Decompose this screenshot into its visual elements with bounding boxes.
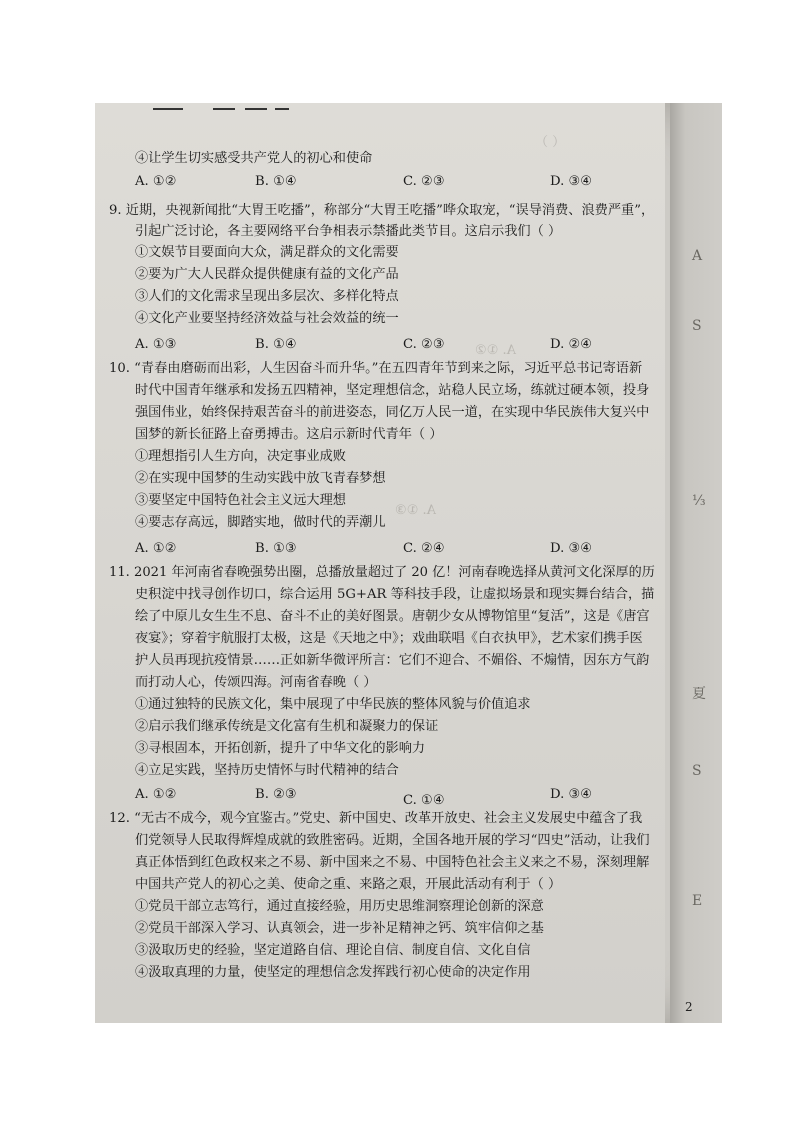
exam-line-q11-s3: ③寻根固本，开拓创新，提升了中华文化的影响力 (135, 741, 426, 756)
edge-glyph: E (692, 893, 703, 909)
exam-line-q12-2: 们党领导人民取得辉煌成就的致胜密码。近期，全国各地开展的学习“四史”活动，让我们 (135, 833, 650, 848)
edge-glyph: A (692, 248, 703, 264)
edge-glyph: S (692, 318, 702, 334)
exam-line-q11-3: 绘了中原儿女生生不息、奋斗不止的美好图景。唐朝少女从博物馆里“复活”，这是《唐宫 (135, 609, 650, 624)
exam-line-q12-s3: ③汲取历史的经验，坚定道路自信、理论自信、制度自信、文化自信 (135, 943, 531, 958)
answer-option-q8-c: C. ②③ (403, 174, 445, 189)
exam-line-q8-s4: ④让学生切实感受共产党人的初心和使命 (135, 151, 373, 166)
edge-glyph: 夏 (692, 686, 706, 702)
exam-line-q12-1: 12. “无古不成今，观今宜鉴古。”党史、新中国史、改革开放史、社会主义发展史中蕴含了我 (109, 811, 643, 826)
answer-option-q9-b: B. ①④ (255, 337, 297, 352)
answer-option-q8-b: B. ①④ (255, 174, 297, 189)
answer-option-q10-d: D. ③④ (550, 541, 593, 556)
exam-line-q10-s3: ③要坚定中国特色社会主义远大理想 (135, 493, 346, 508)
exam-line-q11-6: 而打动人心，传颂四海。河南省春晚（ ） (135, 675, 377, 690)
page-number: 2 (685, 1000, 693, 1014)
answer-option-q9-a: A. ①③ (135, 337, 177, 352)
answer-option-q8-d: D. ③④ (550, 174, 593, 189)
answer-option-q11-b: B. ②③ (255, 787, 297, 802)
exam-line-q9-s1: ①文娱节目要面向大众，满足群众的文化需要 (135, 245, 399, 260)
exam-text (95, 103, 665, 1023)
exam-line-q11-5: 护人员再现抗疫情景……正如新华微评所言：它们不迎合、不媚俗、不煽情，因东方气韵 (135, 653, 650, 668)
answer-option-q11-c: C. ①④ (403, 793, 445, 808)
answer-option-q10-c: C. ②④ (403, 541, 445, 556)
exam-line-q12-s4: ④汲取真理的力量，使坚定的理想信念发挥践行初心使命的决定作用 (135, 965, 531, 980)
adjacent-page-edge (670, 103, 722, 1023)
exam-line-q10-3: 强国伟业，始终保持艰苦奋斗的前进姿态，同亿万人民一道，在实现中华民族伟大复兴中 (135, 405, 650, 420)
exam-line-q10-s4: ④要志存高远，脚踏实地，做时代的弄潮儿 (135, 515, 386, 530)
exam-line-q10-4: 国梦的新长征路上奋勇搏击。这启示新时代青年（ ） (135, 427, 443, 442)
exam-line-q11-2: 史积淀中找寻创作切口，综合运用 5G+AR 等科技手段，让虚拟场景和现实舞台结合，描 (135, 587, 655, 602)
exam-line-q11-s2: ②启示我们继承传统是文化富有生机和凝聚力的保证 (135, 719, 439, 734)
exam-line-q11-1: 11. 2021 年河南省春晚强势出圈，总播放量超过了 20 亿！河南春晚选择从黄河文化深厚的历 (109, 565, 655, 580)
bleed-through-text: （ ） (535, 135, 566, 150)
exam-line-q10-2: 时代中国青年继承和发扬五四精神，坚定理想信念，站稳人民立场，练就过硬本领，投身 (135, 383, 650, 398)
edge-glyph: S (692, 763, 702, 779)
answer-option-q10-a: A. ①② (135, 541, 177, 556)
exam-line-q9-s3: ③人们的文化需求呈现出多层次、多样化特点 (135, 289, 399, 304)
exam-line-q12-4: 中国共产党人的初心之美、使命之重、来路之艰，开展此活动有利于（ ） (135, 877, 562, 892)
exam-line-q10-1: 10. “青春由磨砺而出彩，人生因奋斗而升华。”在五四青年节到来之际，习近平总书记寄语新 (109, 361, 643, 376)
answer-option-q9-c: C. ②③ (403, 337, 445, 352)
exam-line-q11-s4: ④立足实践，坚持历史情怀与时代精神的结合 (135, 763, 399, 778)
answer-option-q9-d: D. ②④ (550, 337, 593, 352)
exam-line-q10-s1: ①理想指引人生方向，决定事业成败 (135, 449, 346, 464)
answer-option-q8-a: A. ①② (135, 174, 177, 189)
exam-line-q9-2: 引起广泛讨论，各主要网络平台争相表示禁播此类节目。这启示我们（ ） (135, 224, 562, 239)
exam-line-q10-s2: ②在实现中国梦的生动实践中放飞青春梦想 (135, 471, 386, 486)
edge-glyph: ⅓ (692, 493, 706, 509)
exam-line-q11-4: 夜宴》；穿着宇航服打太极，这是《天地之中》；戏曲联唱《白衣执甲》，艺术家们携手医 (135, 631, 643, 646)
exam-sheet (95, 103, 665, 1023)
bleed-through-text: A. ①② (475, 343, 516, 358)
bleed-through-text: A. ①③ (395, 503, 436, 518)
answer-option-q10-b: B. ①③ (255, 541, 297, 556)
answer-option-q11-d: D. ③④ (550, 787, 593, 802)
photo-of-exam-page (95, 103, 722, 1023)
exam-line-q12-s2: ②党员干部深入学习、认真领会，进一步补足精神之钙、筑牢信仰之基 (135, 921, 544, 936)
exam-line-q9-1: 9. 近期，央视新闻批“大胃王吃播”，称部分“大胃王吃播”哗众取宠，“误导消费、浪费严重”， (109, 203, 655, 218)
exam-line-q9-s4: ④文化产业要坚持经济效益与社会效益的统一 (135, 311, 399, 326)
exam-line-q12-s1: ①党员干部立志笃行，通过直接经验，用历史思维洞察理论创新的深意 (135, 899, 544, 914)
answer-option-q11-a: A. ①② (135, 787, 177, 802)
exam-line-q12-3: 真正体悟到红色政权来之不易、新中国来之不易、中国特色社会主义来之不易，深刻理解 (135, 855, 650, 870)
exam-line-q11-s1: ①通过独特的民族文化，集中展现了中华民族的整体风貌与价值追求 (135, 697, 531, 712)
exam-line-q9-s2: ②要为广大人民群众提供健康有益的文化产品 (135, 267, 399, 282)
